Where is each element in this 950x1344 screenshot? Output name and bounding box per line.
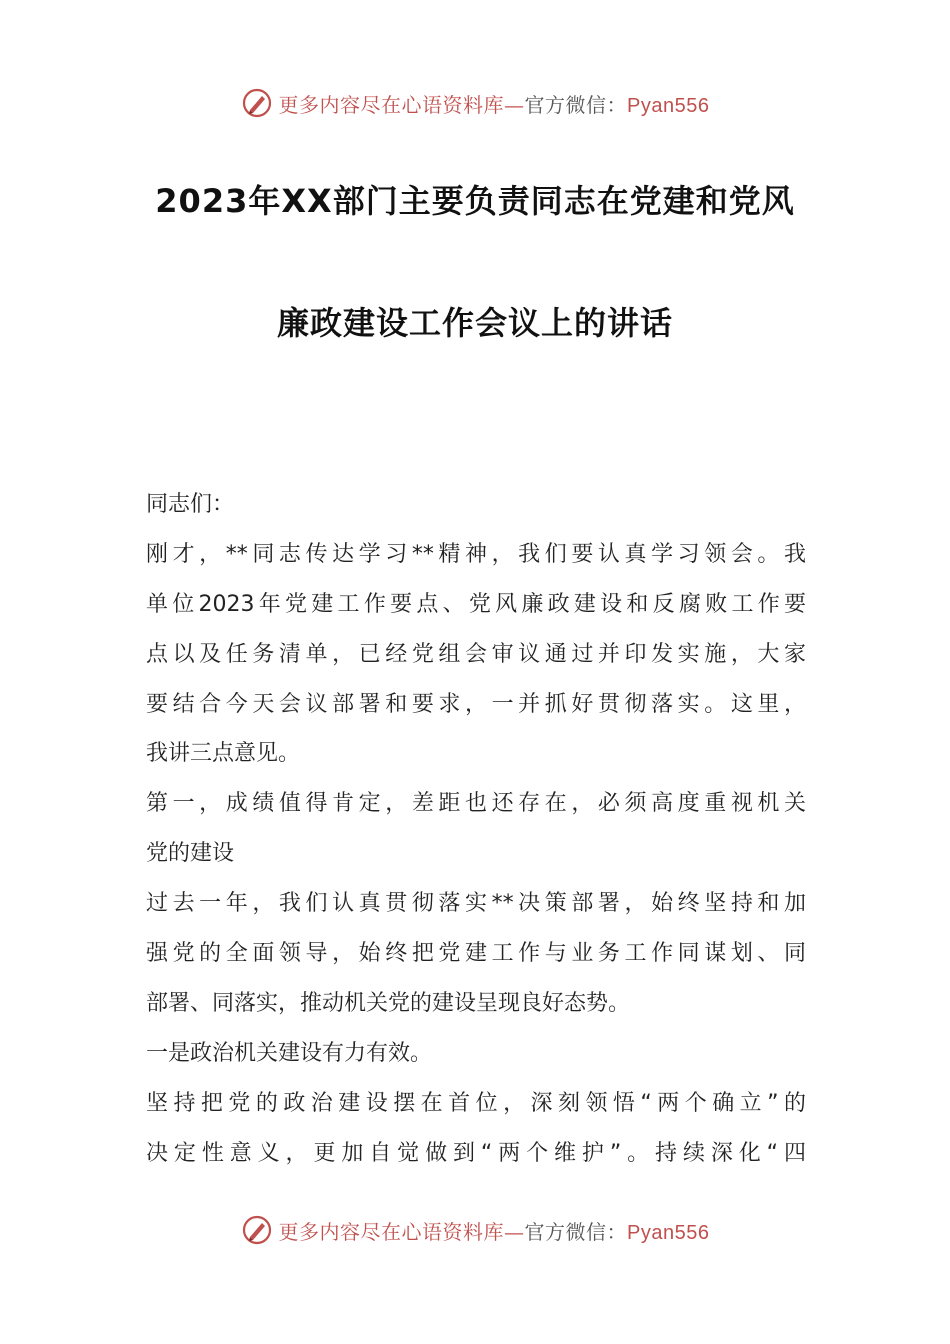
watermark-text	[279, 1216, 710, 1245]
body-line: 过去一年，我们认真贯彻落实**决策部署，始终坚持和加	[146, 891, 806, 917]
watermark-text	[279, 89, 710, 118]
body-line: 强党的全面领导，始终把党建工作与业务工作同谋划、同	[146, 941, 806, 967]
document-title-line-1: 2023年XX部门主要负责同志在党建和党风	[155, 182, 795, 220]
header-watermark	[0, 83, 950, 123]
watermark-label: 官方微信：	[524, 1219, 628, 1244]
body-line: 我讲三点意见。	[146, 741, 301, 767]
body-line: 点以及任务清单，已经党组会审议通过并印发实施，大家	[146, 641, 806, 667]
body-line: 单位2023年党建工作要点、党风廉政建设和反腐败工作要	[146, 591, 806, 617]
document-title-line-2: 廉政建设工作会议上的讲话	[276, 304, 673, 342]
watermark-main: 更多内容尽在心语资料库	[278, 1219, 505, 1244]
footer-watermark	[0, 1210, 950, 1250]
watermark-id: Pyan556	[627, 94, 710, 117]
pen-logo-icon	[241, 1214, 273, 1246]
body-line: 部署、同落实，推动机关党的建设呈现良好态势。	[146, 990, 631, 1016]
body-line: 党的建设	[146, 841, 235, 867]
watermark-dash: —	[504, 1219, 525, 1244]
body-line: 要结合今天会议部署和要求，一并抓好贯彻落实。这里，	[146, 691, 806, 717]
body-line: 同志们：	[146, 492, 235, 517]
watermark-label: 官方微信：	[524, 92, 628, 117]
watermark-dash: —	[504, 92, 525, 117]
body-line: 坚持把党的政治建设摆在首位，深刻领悟“两个确立”的	[146, 1090, 806, 1116]
watermark-id: Pyan556	[627, 1221, 710, 1244]
body-line: 决定性意义，更加自觉做到“两个维护”。持续深化“四	[146, 1140, 806, 1166]
pen-logo-icon	[241, 87, 273, 119]
watermark-main: 更多内容尽在心语资料库	[278, 92, 505, 117]
body-line: 刚才，**同志传达学习**精神，我们要认真学习领会。我	[146, 541, 806, 567]
body-line: 第一，成绩值得肯定，差距也还存在，必须高度重视机关	[146, 791, 806, 817]
document-body	[146, 480, 806, 1178]
body-line: 一是政治机关建设有力有效。	[146, 1040, 433, 1066]
